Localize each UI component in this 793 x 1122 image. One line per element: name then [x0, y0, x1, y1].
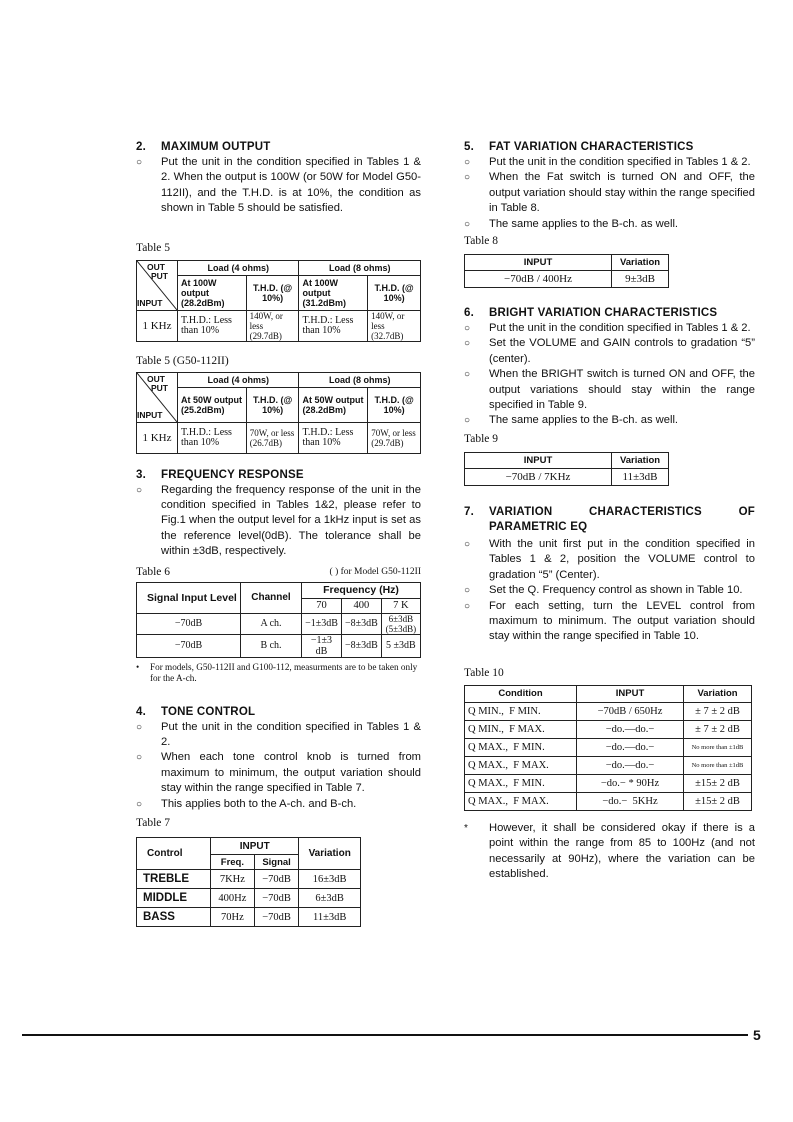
table-cell: B ch. — [241, 634, 302, 657]
table-cell: −70dB — [254, 908, 299, 927]
table-cell: 70W, or less (29.7dB) — [368, 422, 421, 453]
section-title: MAXIMUM OUTPUT — [161, 141, 271, 153]
col-header: Condition — [465, 685, 577, 702]
col-header: Load (8 ohms) — [299, 372, 421, 387]
table-caption: Table 6 — [136, 565, 171, 578]
sub-header: At 50W output (25.2dBm) — [178, 387, 247, 422]
bullet-item — [464, 155, 755, 170]
section-title: TONE CONTROL — [161, 705, 256, 718]
table-6-note — [136, 662, 421, 685]
bullet-item — [464, 413, 755, 428]
table-cell: ± 7 ± 2 dB — [684, 702, 752, 720]
section-number: 2. — [136, 141, 146, 153]
bullet-item — [464, 599, 755, 645]
sub-header: T.H.D. (@ 10%) — [246, 275, 299, 310]
table-caption: Table 8 — [464, 235, 499, 248]
table-6-caption-row — [136, 565, 421, 579]
bullet-text: The same applies to the B-ch. as well. — [489, 217, 679, 230]
table-10 — [464, 685, 752, 811]
put-label: PUT — [151, 382, 168, 393]
diagonal-header-cell — [137, 372, 178, 422]
table-cell: −do.− * 90Hz — [577, 774, 684, 792]
freq-header: 400 — [341, 598, 381, 613]
sub-header: T.H.D. (@ 10%) — [368, 387, 421, 422]
table-cell: 400Hz — [211, 889, 255, 908]
footnote-text: However, it shall be considered okay if there is a point within the range from 85 to 100Hz (and not necessarily at 90Hz), where the variation can be established. — [489, 821, 755, 880]
bullet-circle-icon: ○ — [464, 600, 471, 612]
col-header: Channel — [241, 582, 302, 613]
table-cell: −70dB — [137, 634, 241, 657]
table-cell: 1 KHz — [137, 422, 178, 453]
sub-header: At 100W output (31.2dBm) — [299, 275, 368, 310]
section-number: 4. — [136, 705, 146, 718]
bullet-text: Regarding the frequency response of the unit in the condition specified in Tables 1&2, please refer to Fig.1 when the output level for a 1kHz input is set as the reference level(0dB). The tolerance shall be within ±3dB, respectively. — [161, 483, 421, 558]
table-cell: 5 ±3dB — [381, 634, 420, 657]
table-cell: No more than ±1dB — [684, 756, 752, 774]
table-cell: 1 KHz — [137, 310, 178, 341]
table-cell: ±15± 2 dB — [684, 774, 752, 792]
bullet-item — [464, 217, 755, 232]
page-number: 5 — [753, 1027, 761, 1043]
bullet-item — [464, 583, 755, 598]
put-label: PUT — [151, 270, 168, 281]
bullet-circle-icon: ○ — [464, 415, 471, 427]
bullet-item — [464, 170, 755, 216]
col-header: Variation — [299, 838, 361, 870]
bullet-circle-icon: ○ — [464, 585, 471, 597]
col-header: INPUT — [577, 685, 684, 702]
table-cell: Q MIN., F MIN. — [465, 702, 577, 720]
table-cell: 140W, or less (32.7dB) — [368, 310, 421, 341]
section-heading — [464, 140, 755, 155]
table-cell: ± 7 ± 2 dB — [684, 720, 752, 738]
sub-header: At 50W output (28.2dBm) — [299, 387, 368, 422]
table-cell: −70dB — [137, 613, 241, 634]
table-cell: −70dB — [254, 889, 299, 908]
section-number: 5. — [464, 141, 474, 153]
table-cell: 6±3dB (5±3dB) — [381, 613, 420, 634]
table-cell: Q MAX., F MAX. — [465, 756, 577, 774]
table-cell: −1±3dB — [302, 613, 342, 634]
bullet-circle-icon: ○ — [136, 752, 143, 764]
left-column — [136, 140, 421, 927]
section-heading — [136, 140, 421, 155]
bullet-item — [136, 483, 421, 560]
input-label: INPUT — [137, 297, 163, 308]
table-8 — [464, 254, 669, 288]
table-cell: −70dB / 7KHz — [465, 468, 612, 485]
col-header: Variation — [612, 255, 669, 271]
table-cell: T.H.D.: Less than 10% — [178, 310, 247, 341]
bullet-text: Put the unit in the condition specified in Tables 1 & 2. When the output is 100W (or 50W for Model G50-112II), and the T.H.D. is at 10%, the condition as shown in Table 5 should be satisfied. — [161, 156, 421, 215]
note-text: For models, G50-112II and G100-112, measurments are to be taken only for the A-ch. — [150, 661, 418, 684]
sub-header: At 100W output (28.2dBm) — [178, 275, 247, 310]
table-cell: No more than ±1dB — [684, 738, 752, 756]
out-label: OUT — [147, 373, 165, 384]
table-caption: Table 5 (G50-112II) — [136, 354, 229, 367]
table-caption: Table 10 — [464, 666, 504, 679]
col-header: Load (4 ohms) — [178, 260, 299, 275]
col-header: INPUT — [465, 255, 612, 271]
table-5-g50 — [136, 372, 421, 454]
col-header: Load (4 ohms) — [178, 372, 299, 387]
table-cell: 70Hz — [211, 908, 255, 927]
col-header: Variation — [612, 452, 669, 468]
bullet-text: When each tone control knob is turned from maximum to minimum, the output variation should stay within the range specified in Table 7. — [161, 751, 421, 795]
section-title: VARIATION CHARACTERISTICS OF PARAMETRIC EQ — [489, 505, 755, 533]
table-cell: 11±3dB — [612, 468, 669, 485]
table-cell: 70W, or less (26.7dB) — [246, 422, 299, 453]
table-cell: 11±3dB — [299, 908, 361, 927]
col-header: Control — [137, 838, 211, 870]
table-cell: ±15± 2 dB — [684, 792, 752, 810]
table-7 — [136, 837, 361, 927]
footer-rule — [22, 1034, 748, 1036]
table-cell: 6±3dB — [299, 889, 361, 908]
table-cell: −1±3 dB — [302, 634, 342, 657]
bullet-item — [464, 537, 755, 583]
table-cell: −do.—do.− — [577, 720, 684, 738]
table-cell: −8±3dB — [341, 613, 381, 634]
table-cell: BASS — [137, 908, 211, 927]
bullet-circle-icon: ○ — [136, 157, 143, 168]
bullet-circle-icon: ○ — [464, 323, 471, 335]
out-label: OUT — [147, 261, 165, 272]
table-9 — [464, 452, 669, 486]
section-heading — [464, 306, 755, 321]
bullet-text: For each setting, turn the LEVEL control from maximum to minimum. The output variation should stay within the range specified in Table 10. — [489, 599, 755, 643]
sub-header: T.H.D. (@ 10%) — [246, 387, 299, 422]
section-title: BRIGHT VARIATION CHARACTERISTICS — [489, 307, 718, 320]
bullet-circle-icon: ○ — [464, 218, 471, 230]
table-cell: Q MAX., F MIN. — [465, 774, 577, 792]
bullet-circle-icon: ○ — [464, 369, 471, 381]
table-caption: Table 7 — [136, 817, 171, 830]
section-number: 6. — [464, 307, 474, 320]
bullet-item — [136, 155, 421, 217]
section-title: FREQUENCY RESPONSE — [161, 468, 304, 481]
col-header: Signal Input Level — [137, 582, 241, 613]
bullet-circle-icon: ○ — [464, 157, 471, 168]
table-cell: A ch. — [241, 613, 302, 634]
bullet-circle-icon: ○ — [136, 721, 143, 733]
table-cell: Q MAX., F MIN. — [465, 738, 577, 756]
freq-header: 70 — [302, 598, 342, 613]
section-heading — [136, 468, 421, 483]
table-cell: TREBLE — [137, 870, 211, 889]
table-caption: Table 9 — [464, 432, 499, 445]
table-cell: −70dB / 650Hz — [577, 702, 684, 720]
section-number: 3. — [136, 468, 146, 481]
table-cell: −70dB / 400Hz — [465, 271, 612, 288]
bullet-item — [464, 321, 755, 336]
col-header: Signal — [254, 855, 299, 870]
bullet-item — [136, 750, 421, 796]
col-header: Freq. — [211, 855, 255, 870]
table-caption: Table 5 — [136, 241, 171, 254]
bullet-text: With the unit first put in the condition specified in Tables 1 & 2, position the VOLUME control to gradation “5” (Center). — [489, 537, 755, 581]
model-note: ( ) for Model G50-112II — [329, 566, 421, 577]
bullet-item — [136, 797, 421, 812]
table-cell: T.H.D.: Less than 10% — [299, 310, 368, 341]
table-cell: 7KHz — [211, 870, 255, 889]
table-cell: 9±3dB — [612, 271, 669, 288]
bullet-item — [464, 336, 755, 367]
table-cell: −70dB — [254, 870, 299, 889]
col-header: Load (8 ohms) — [299, 260, 421, 275]
bullet-circle-icon: ○ — [464, 338, 471, 350]
bullet-circle-icon: ○ — [136, 798, 143, 810]
right-column — [464, 140, 755, 882]
section-number: 7. — [464, 505, 474, 518]
sub-header: T.H.D. (@ 10%) — [368, 275, 421, 310]
table-5 — [136, 260, 421, 342]
table-cell: 140W, or less (29.7dB) — [246, 310, 299, 341]
bullet-item — [136, 720, 421, 751]
footnote-mark: * — [464, 822, 468, 834]
col-header: INPUT — [465, 452, 612, 468]
bullet-circle-icon: ○ — [464, 172, 471, 184]
bullet-text: Put the unit in the condition specified in Tables 1 & 2. — [489, 322, 751, 335]
input-label: INPUT — [137, 409, 163, 420]
bullet-text: Set the VOLUME and GAIN controls to gradation “5” (center). — [489, 337, 755, 365]
bullet-circle-icon: ○ — [136, 484, 143, 496]
section-heading — [136, 705, 421, 720]
table-cell: MIDDLE — [137, 889, 211, 908]
section-heading — [464, 505, 755, 535]
section-title: FAT VARIATION CHARACTERISTICS — [489, 141, 694, 153]
bullet-text: This applies both to the A-ch. and B-ch. — [161, 797, 357, 810]
bullet-item — [464, 367, 755, 413]
freq-header: 7 K — [381, 598, 420, 613]
footnote — [464, 821, 755, 883]
diagonal-header-cell — [137, 260, 178, 310]
col-header: INPUT — [211, 838, 299, 855]
bullet-circle-icon: ○ — [464, 538, 471, 550]
bullet-text: Put the unit in the condition specified in Tables 1 & 2. — [161, 720, 421, 749]
col-header: Frequency (Hz) — [302, 582, 421, 598]
col-header: Variation — [684, 685, 752, 702]
table-cell: T.H.D.: Less than 10% — [299, 422, 368, 453]
bullet-text: When the BRIGHT switch is turned ON and OFF, the output variations should stay within the range specified in Table 9. — [489, 368, 755, 412]
table-cell: −do.− 5KHz — [577, 792, 684, 810]
bullet-text: Put the unit in the condition specified in Tables 1 & 2. — [489, 156, 751, 168]
table-cell: T.H.D.: Less than 10% — [178, 422, 247, 453]
table-cell: 16±3dB — [299, 870, 361, 889]
table-cell: Q MAX., F MAX. — [465, 792, 577, 810]
table-cell: −do.—do.− — [577, 756, 684, 774]
bullet-text: Set the Q. Frequency control as shown in Table 10. — [489, 584, 743, 597]
table-cell: −do.—do.− — [577, 738, 684, 756]
table-cell: Q MIN., F MAX. — [465, 720, 577, 738]
bullet-text: The same applies to the B-ch. as well. — [489, 414, 679, 427]
table-cell: −8±3dB — [341, 634, 381, 657]
bullet-text: When the Fat switch is turned ON and OFF, the output variation should stay within the range specified in Table 8. — [489, 171, 755, 215]
bullet-dot-icon: • — [136, 661, 140, 672]
table-6 — [136, 582, 421, 658]
